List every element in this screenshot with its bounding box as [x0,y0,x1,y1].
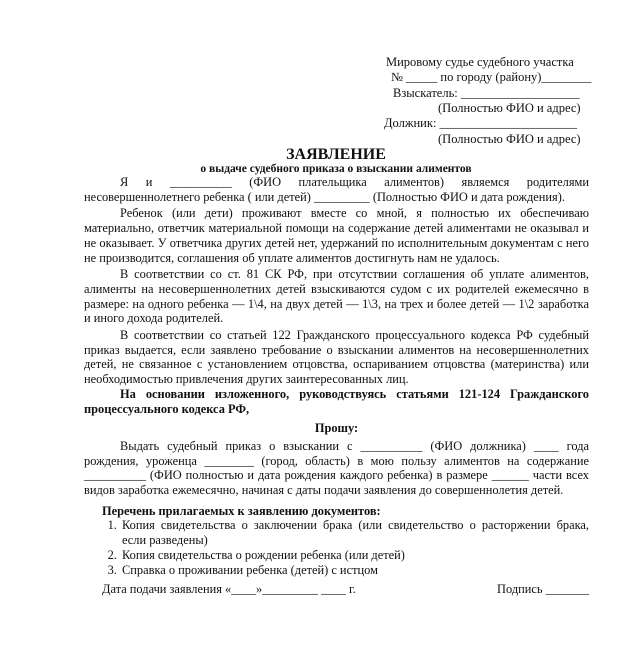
paragraph-article-81: В соответствии со ст. 81 СК РФ, при отсутствии соглашения об уплате алиментов, алименты на несовершеннолетних детей взыскиваются судом с их родителей ежемесячно в размере: на одного ребенка — 1\4, на двух детей — 1\3, на трех и более детей — 1\2 заработка и иного дохода родителей. [84,267,589,326]
document-title: ЗАЯВЛЕНИЕ [286,146,386,163]
paragraph-request: Выдать судебный приказ о взыскании с __________ (ФИО должника) ____ года рождения, уроженца ________ (город, область) в мою пользу алиментов на содержание __________ (ФИО полностью и дата рождения каждого ребенка) в размере ______ части всех видов заработка ежемесячно, начиная с даты подачи заявления до совершеннолетия детей. [84,438,589,498]
paragraph-article-122: В соответствии со статьей 122 Гражданского процессуального кодекса РФ судебный приказ выдается, если заявлено требование о взыскании алиментов на несовершеннолетних детей, не связанное с установлением отцовства, оспариванием отцовства (материнства) или необходимостью привлечения других заинтересованных лиц. [84,328,589,387]
submission-date: Дата подачи заявления «____»_________ ____ г. [102,582,356,597]
document-subtitle: о выдаче судебного приказа о взыскании алиментов [200,163,472,175]
attachment-item: 1. Копия свидетельства о заключении брака (или свидетельство о расторжении брака, если разведены) [120,518,589,547]
footer [84,582,589,597]
signature-line: Подпись _______ [497,582,589,597]
header-claimant-hint: (Полностью ФИО и адрес) [438,101,581,115]
header-court-addressee: Мировому судье судебного участка [386,55,574,69]
paragraph-legal-basis: На основании изложенного, руководствуясь статьями 121-124 Гражданского процессуального кодекса РФ, [84,386,589,416]
request-heading: Прошу: [314,421,359,436]
attachments-heading: Перечень прилагаемых к заявлению документов: [102,503,381,518]
header-claimant: Взыскатель: ___________________ [393,86,580,100]
attachment-item: 2. Копия свидетельства о рождении ребенка (или детей) [120,548,589,563]
header-court-number: № _____ по городу (району)________ [391,70,592,84]
document-body [84,175,589,597]
header-debtor-hint: (Полностью ФИО и адрес) [438,132,581,146]
attachments-list [84,518,589,577]
paragraph-residence: Ребенок (или дети) проживают вместе со мной, я полностью их обеспечиваю материально, ответчик материальной помощи на содержание детей алиментами не оказывал и не оказывает. У ответчика других детей нет, удержаний по исполнительным документам с него не производится, соглашения об уплате алиментов достигнуть нам не удалось. [84,206,589,265]
paragraph-parents: Я и __________ (ФИО плательщика алиментов) являемся родителями несовершеннолетнего ребенка ( или детей) _________ (Полностью ФИО и дата рождения). [84,175,589,204]
attachment-item: 3. Справка о проживании ребенка (детей) с истцом [120,563,589,578]
header-debtor: Должник: ______________________ [384,116,578,130]
